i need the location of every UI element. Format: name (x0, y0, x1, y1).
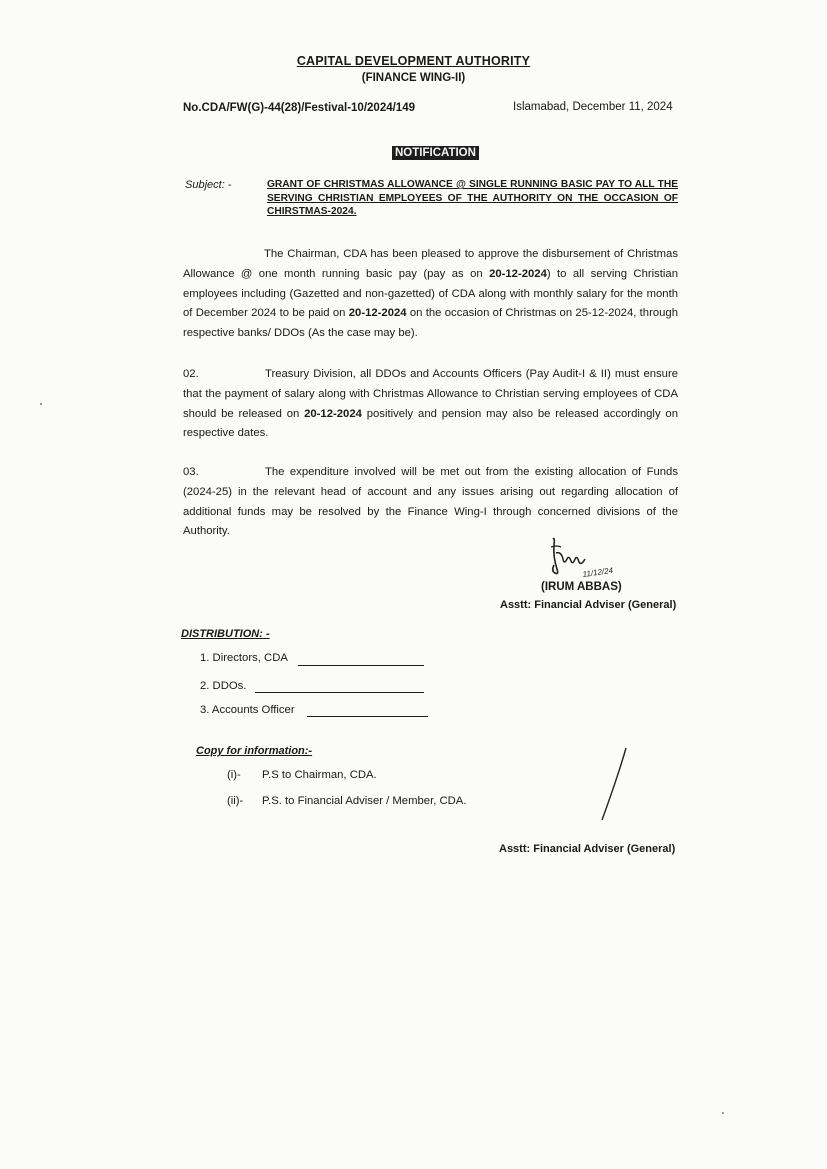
subject-line-2: SERVING CHRISTIAN EMPLOYEES OF THE AUTHORITY ON THE OCCASION OF (267, 193, 678, 204)
subject-line-3: CHIRSTMAS-2024. (267, 206, 357, 217)
para1-date-1: 20-12-2024 (489, 267, 547, 280)
organization-name: CAPITAL DEVELOPMENT AUTHORITY (296, 54, 531, 68)
paragraph-3 (183, 463, 678, 542)
para1-text-b: ) to all serving Christian employees including (Gazetted and non-gazetted) of CDA along with monthly salary for the month of December 2024 to be paid on (183, 267, 678, 320)
distribution-heading: DISTRIBUTION: - (181, 628, 270, 640)
place-date: Islamabad, December 11, 2024 (513, 101, 673, 113)
para1-text-a: The Chairman, CDA has been pleased to approve the disbursement of Christmas Allowance @ one month running basic pay (pay as on (183, 248, 678, 280)
copy-item-text: P.S to Chairman, CDA. (262, 769, 377, 781)
pen-mark (598, 746, 630, 827)
paragraph-1 (183, 245, 678, 344)
distribution-item: 3. Accounts Officer (200, 704, 295, 716)
distribution-item: 2. DDOs. (200, 680, 247, 692)
para2-date: 20-12-2024 (304, 407, 362, 420)
subject-label: Subject: - (185, 179, 232, 191)
footer-designation: Asstt: Financial Adviser (General) (499, 843, 676, 855)
fill-line (307, 716, 428, 717)
copy-item-number: (i)- (227, 769, 241, 781)
para2-number: 02. (183, 368, 199, 380)
copy-item-text: P.S. to Financial Adviser / Member, CDA. (262, 795, 467, 807)
reference-number: No.CDA/FW(G)-44(28)/Festival-10/2024/149 (183, 102, 415, 114)
signatory-name: (IRUM ABBAS) (541, 581, 622, 593)
wing-name: (FINANCE WING-II) (361, 72, 466, 84)
distribution-item: 1. Directors, CDA (200, 652, 288, 664)
subject-text (267, 178, 678, 206)
copy-heading: Copy for information:- (196, 745, 313, 757)
subject-line-1: GRANT OF CHRISTMAS ALLOWANCE @ SINGLE RUNNING BASIC PAY TO ALL THE (267, 179, 678, 190)
scan-speck (722, 1112, 724, 1114)
para3-number: 03. (183, 466, 199, 478)
copy-item-number: (ii)- (227, 795, 244, 807)
para2-text-b: positively and pension may also be released accordingly on respective dates. (183, 407, 678, 440)
para1-text-c: on the occasion of Christmas on 25-12-2024, through respective banks/ DDOs (As the case may be). (183, 307, 678, 340)
scan-speck (40, 403, 42, 405)
notification-title: NOTIFICATION (392, 146, 479, 160)
fill-line (255, 692, 424, 693)
para1-date-2: 20-12-2024 (348, 307, 407, 320)
signatory-designation: Asstt: Financial Adviser (General) (500, 599, 677, 611)
paragraph-2 (183, 365, 678, 444)
svg-text:11/12/24: 11/12/24 (582, 565, 614, 579)
para3-text: The expenditure involved will be met out from the existing allocation of Funds (2024-25) in the relevant head of account and any issues arising out regarding allocation of additional funds may be resolved by the Finance Wing-I through concerned divisions of the Authority. (183, 466, 678, 538)
para2-text-a: Treasury Division, all DDOs and Accounts Officers (Pay Audit-I & II) must ensure that the payment of salary along with Christmas Allowance to Christian serving employees of CDA should be released on (183, 368, 678, 420)
fill-line (298, 665, 424, 666)
